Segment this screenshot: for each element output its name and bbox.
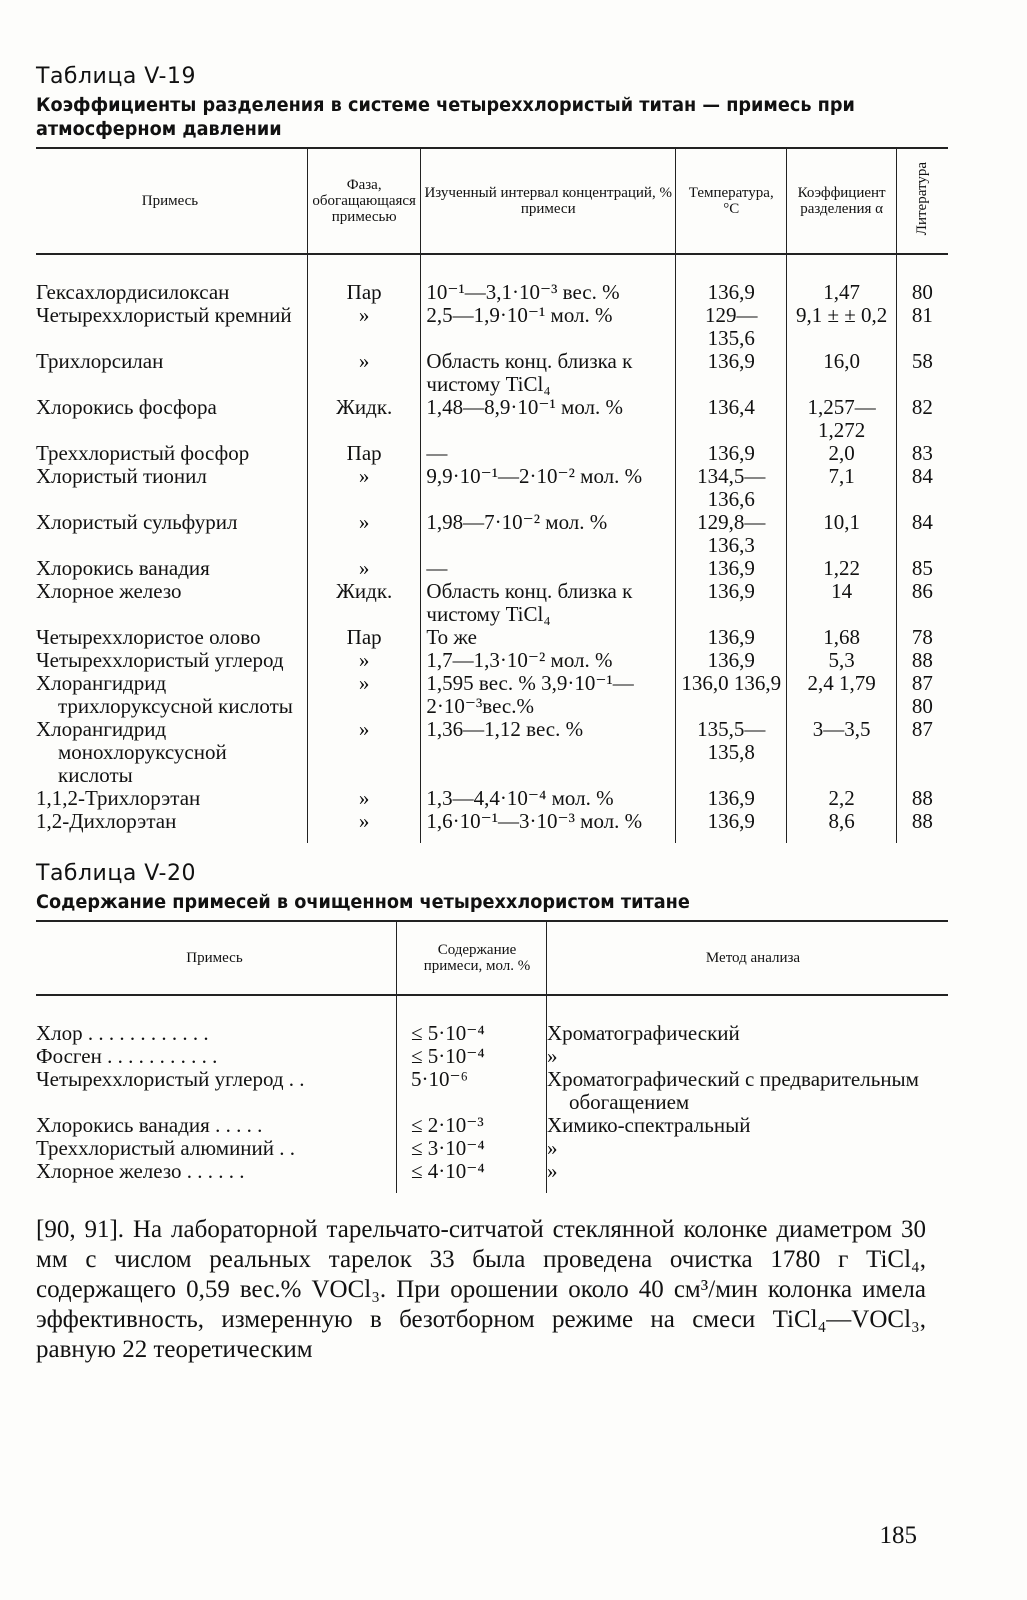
table-row [36,718,948,787]
cell-name: Хлорангидрид трихлоруксусной кислоты [36,671,293,718]
table20-header-row [36,921,948,995]
cell-temp: 136,9 [676,810,787,843]
cell-range: Область конц. близка к чистому TiCl₄ [421,580,676,626]
cell-content: ≤ 3·10⁻⁴ [397,1137,547,1160]
table19 [36,147,948,843]
cell-name: Четыреххлористый углерод . . [36,1067,305,1091]
cell-phase: » [307,649,420,672]
cell-phase: Пар [307,254,420,304]
table20-title: Содержание примесей в очищенном четыреххлористом титане [36,891,690,913]
cell-name: Хлор . . . . . . . . . . . . [36,1021,209,1045]
cell-coef: 1,47 [787,254,896,304]
col-header-range: Изученный интервал концентраций, % примеси [421,148,676,254]
cell-temp: 136,9 [676,350,787,396]
table-row [36,1068,948,1114]
cell-name: Фосген . . . . . . . . . . . [36,1044,218,1068]
cell-method: » [547,1137,949,1160]
table19-caption: Таблица V-19 [36,64,196,89]
cell-coef: 3—3,5 [787,718,896,787]
cell-range: 1,36—1,12 вес. % [421,718,676,787]
col-header-content: Содержание примеси, мол. % [397,921,547,995]
cell-name: Хлорное железо . . . . . . [36,1159,245,1183]
cell-method: Химико-спектральный [547,1114,949,1137]
cell-content: ≤ 5·10⁻⁴ [397,995,547,1045]
table-row [36,465,948,511]
cell-range: 1,98—7·10⁻² мол. % [421,511,676,557]
cell-range: 1,48—8,9·10⁻¹ мол. % [421,396,676,442]
cell-phase: » [307,304,420,350]
col-header-impurity: Примесь [36,148,307,254]
cell-ref: 84 [896,511,948,557]
cell-range: 1,595 вес. % 3,9·10⁻¹—2·10⁻³вес.% [421,672,676,718]
cell-range: 1,6·10⁻¹—3·10⁻³ мол. % [421,810,676,843]
table20 [36,920,948,1193]
cell-method: Хроматографический с предварительным обогащением [547,1068,949,1114]
cell-phase: Пар [307,442,420,465]
cell-ref: 80 [896,254,948,304]
table-row [36,1137,948,1160]
cell-coef: 7,1 [787,465,896,511]
cell-name: Треххлористый фосфор [36,441,250,465]
cell-ref: 82 [896,396,948,442]
table-row [36,1114,948,1137]
table-row [36,995,948,1045]
table-row [36,626,948,649]
cell-phase: Пар [307,626,420,649]
cell-coef: 10,1 [787,511,896,557]
cell-ref: 84 [896,465,948,511]
table-row [36,580,948,626]
page-number: 185 [879,1522,917,1549]
cell-phase: » [307,511,420,557]
table-row [36,1045,948,1068]
col-header-coefficient: Коэффициент разделения α [787,148,896,254]
cell-range: 2,5—1,9·10⁻¹ мол. % [421,304,676,350]
cell-range: 10⁻¹—3,1·10⁻³ вес. % [421,254,676,304]
cell-temp: 136,9 [676,442,787,465]
cell-name: Хлористый сульфурил [36,510,238,534]
cell-ref: 85 [896,557,948,580]
cell-temp: 135,5— 135,8 [676,718,787,787]
cell-temp: 129,8— 136,3 [676,511,787,557]
cell-name: Четыреххлористый углерод [36,648,284,672]
cell-temp: 136,9 [676,626,787,649]
table-row [36,1160,948,1193]
cell-ref: 81 [896,304,948,350]
cell-ref: 88 [896,810,948,843]
cell-phase: » [307,787,420,810]
cell-name: 1,1,2-Трихлорэтан [36,786,201,810]
cell-method: » [547,1045,949,1068]
col-header-reference [896,148,948,254]
cell-temp: 136,9 [676,787,787,810]
table-row [36,511,948,557]
cell-phase: Жидк. [307,396,420,442]
cell-name: Четыреххлористый кремний [36,303,292,327]
cell-coef: 2,4 1,79 [787,672,896,718]
cell-coef: 2,2 [787,787,896,810]
cell-range: 1,7—1,3·10⁻² мол. % [421,649,676,672]
table19-title: Коэффициенты разделения в системе четыреххлористый титан — примесь при атмосферном давлении [36,94,855,140]
cell-content: ≤ 2·10⁻³ [397,1114,547,1137]
table-row [36,442,948,465]
table-row [36,787,948,810]
col-header-phase: Фаза, обогащающаяся примесью [307,148,420,254]
table-row [36,672,948,718]
table-row [36,350,948,396]
cell-coef: 14 [787,580,896,626]
cell-ref: 88 [896,649,948,672]
col-header-method: Метод анализа [547,921,949,995]
cell-coef: 1,68 [787,626,896,649]
table-row [36,304,948,350]
cell-range: — [421,442,676,465]
cell-coef: 8,6 [787,810,896,843]
cell-name: Хлорангидрид монохлоруксусной кислоты [36,717,227,787]
cell-ref: 87 [896,718,948,787]
cell-temp: 136,9 [676,649,787,672]
table20-caption: Таблица V-20 [36,861,196,886]
cell-name: Треххлористый алюминий . . [36,1136,296,1160]
cell-range: 1,3—4,4·10⁻⁴ мол. % [421,787,676,810]
cell-coef: 1,257— 1,272 [787,396,896,442]
cell-content: ≤ 4·10⁻⁴ [397,1160,547,1193]
cell-method: Хроматографический [547,995,949,1045]
table19-body [36,254,948,843]
cell-name: Четыреххлористое олово [36,625,261,649]
cell-ref: 58 [896,350,948,396]
cell-name: Хлорокись фосфора [36,395,217,419]
cell-temp: 136,4 [676,396,787,442]
table-row [36,254,948,304]
cell-ref: 78 [896,626,948,649]
cell-phase: Жидк. [307,580,420,626]
cell-phase: » [307,718,420,787]
cell-range: — [421,557,676,580]
cell-temp: 136,9 [676,557,787,580]
cell-phase: » [307,350,420,396]
cell-name: Гексахлордисилоксан [36,280,230,304]
table-row [36,396,948,442]
cell-temp: 129— 135,6 [676,304,787,350]
cell-name: Хлорокись ванадия [36,556,210,580]
cell-range: 9,9·10⁻¹—2·10⁻² мол. % [421,465,676,511]
table-row [36,557,948,580]
cell-content: ≤ 5·10⁻⁴ [397,1045,547,1068]
cell-range: Область конц. близка к чистому TiCl₄ [421,350,676,396]
cell-coef: 2,0 [787,442,896,465]
cell-ref: 88 [896,787,948,810]
cell-ref: 86 [896,580,948,626]
cell-phase: » [307,672,420,718]
cell-name: Хлорокись ванадия . . . . . [36,1113,263,1137]
cell-content: 5·10⁻⁶ [397,1068,547,1114]
cell-range: То же [421,626,676,649]
cell-method: » [547,1160,949,1193]
cell-phase: » [307,465,420,511]
cell-coef: 1,22 [787,557,896,580]
table-row [36,810,948,843]
cell-name: Хлористый тионил [36,464,207,488]
cell-temp: 136,0 136,9 [676,672,787,718]
cell-temp: 136,9 [676,254,787,304]
col-header-temperature: Температура, °C [676,148,787,254]
cell-coef: 5,3 [787,649,896,672]
cell-name: Хлорное железо [36,579,182,603]
body-paragraph: [90, 91]. На лабораторной тарельчато-ситчатой стеклянной колонке диаметром 30 мм с числом реальных тарелок 33 была проведена очистка 1780 г TiCl₄, содержащего 0,59 вес.% VOCl₃. При орошении около 40 см³/мин колонка имела эффективность, измеренную в безотборном режиме на смеси TiCl₄—VOCl₃, равную 22 теоретическим [36,1216,926,1363]
cell-temp: 134,5— 136,6 [676,465,787,511]
reference-header-text: Литература [914,162,931,236]
cell-coef: 9,1 ± ± 0,2 [787,304,896,350]
table20-body [36,995,948,1193]
cell-phase: » [307,810,420,843]
cell-name: Трихлорсилан [36,349,164,373]
cell-coef: 16,0 [787,350,896,396]
cell-ref: 83 [896,442,948,465]
table19-header-row [36,148,948,254]
cell-name: 1,2-Дихлорэтан [36,809,177,833]
cell-phase: » [307,557,420,580]
table-row [36,649,948,672]
cell-ref: 87 80 [896,672,948,718]
cell-temp: 136,9 [676,580,787,626]
col-header-impurity: Примесь [36,921,397,995]
page [36,64,948,1365]
